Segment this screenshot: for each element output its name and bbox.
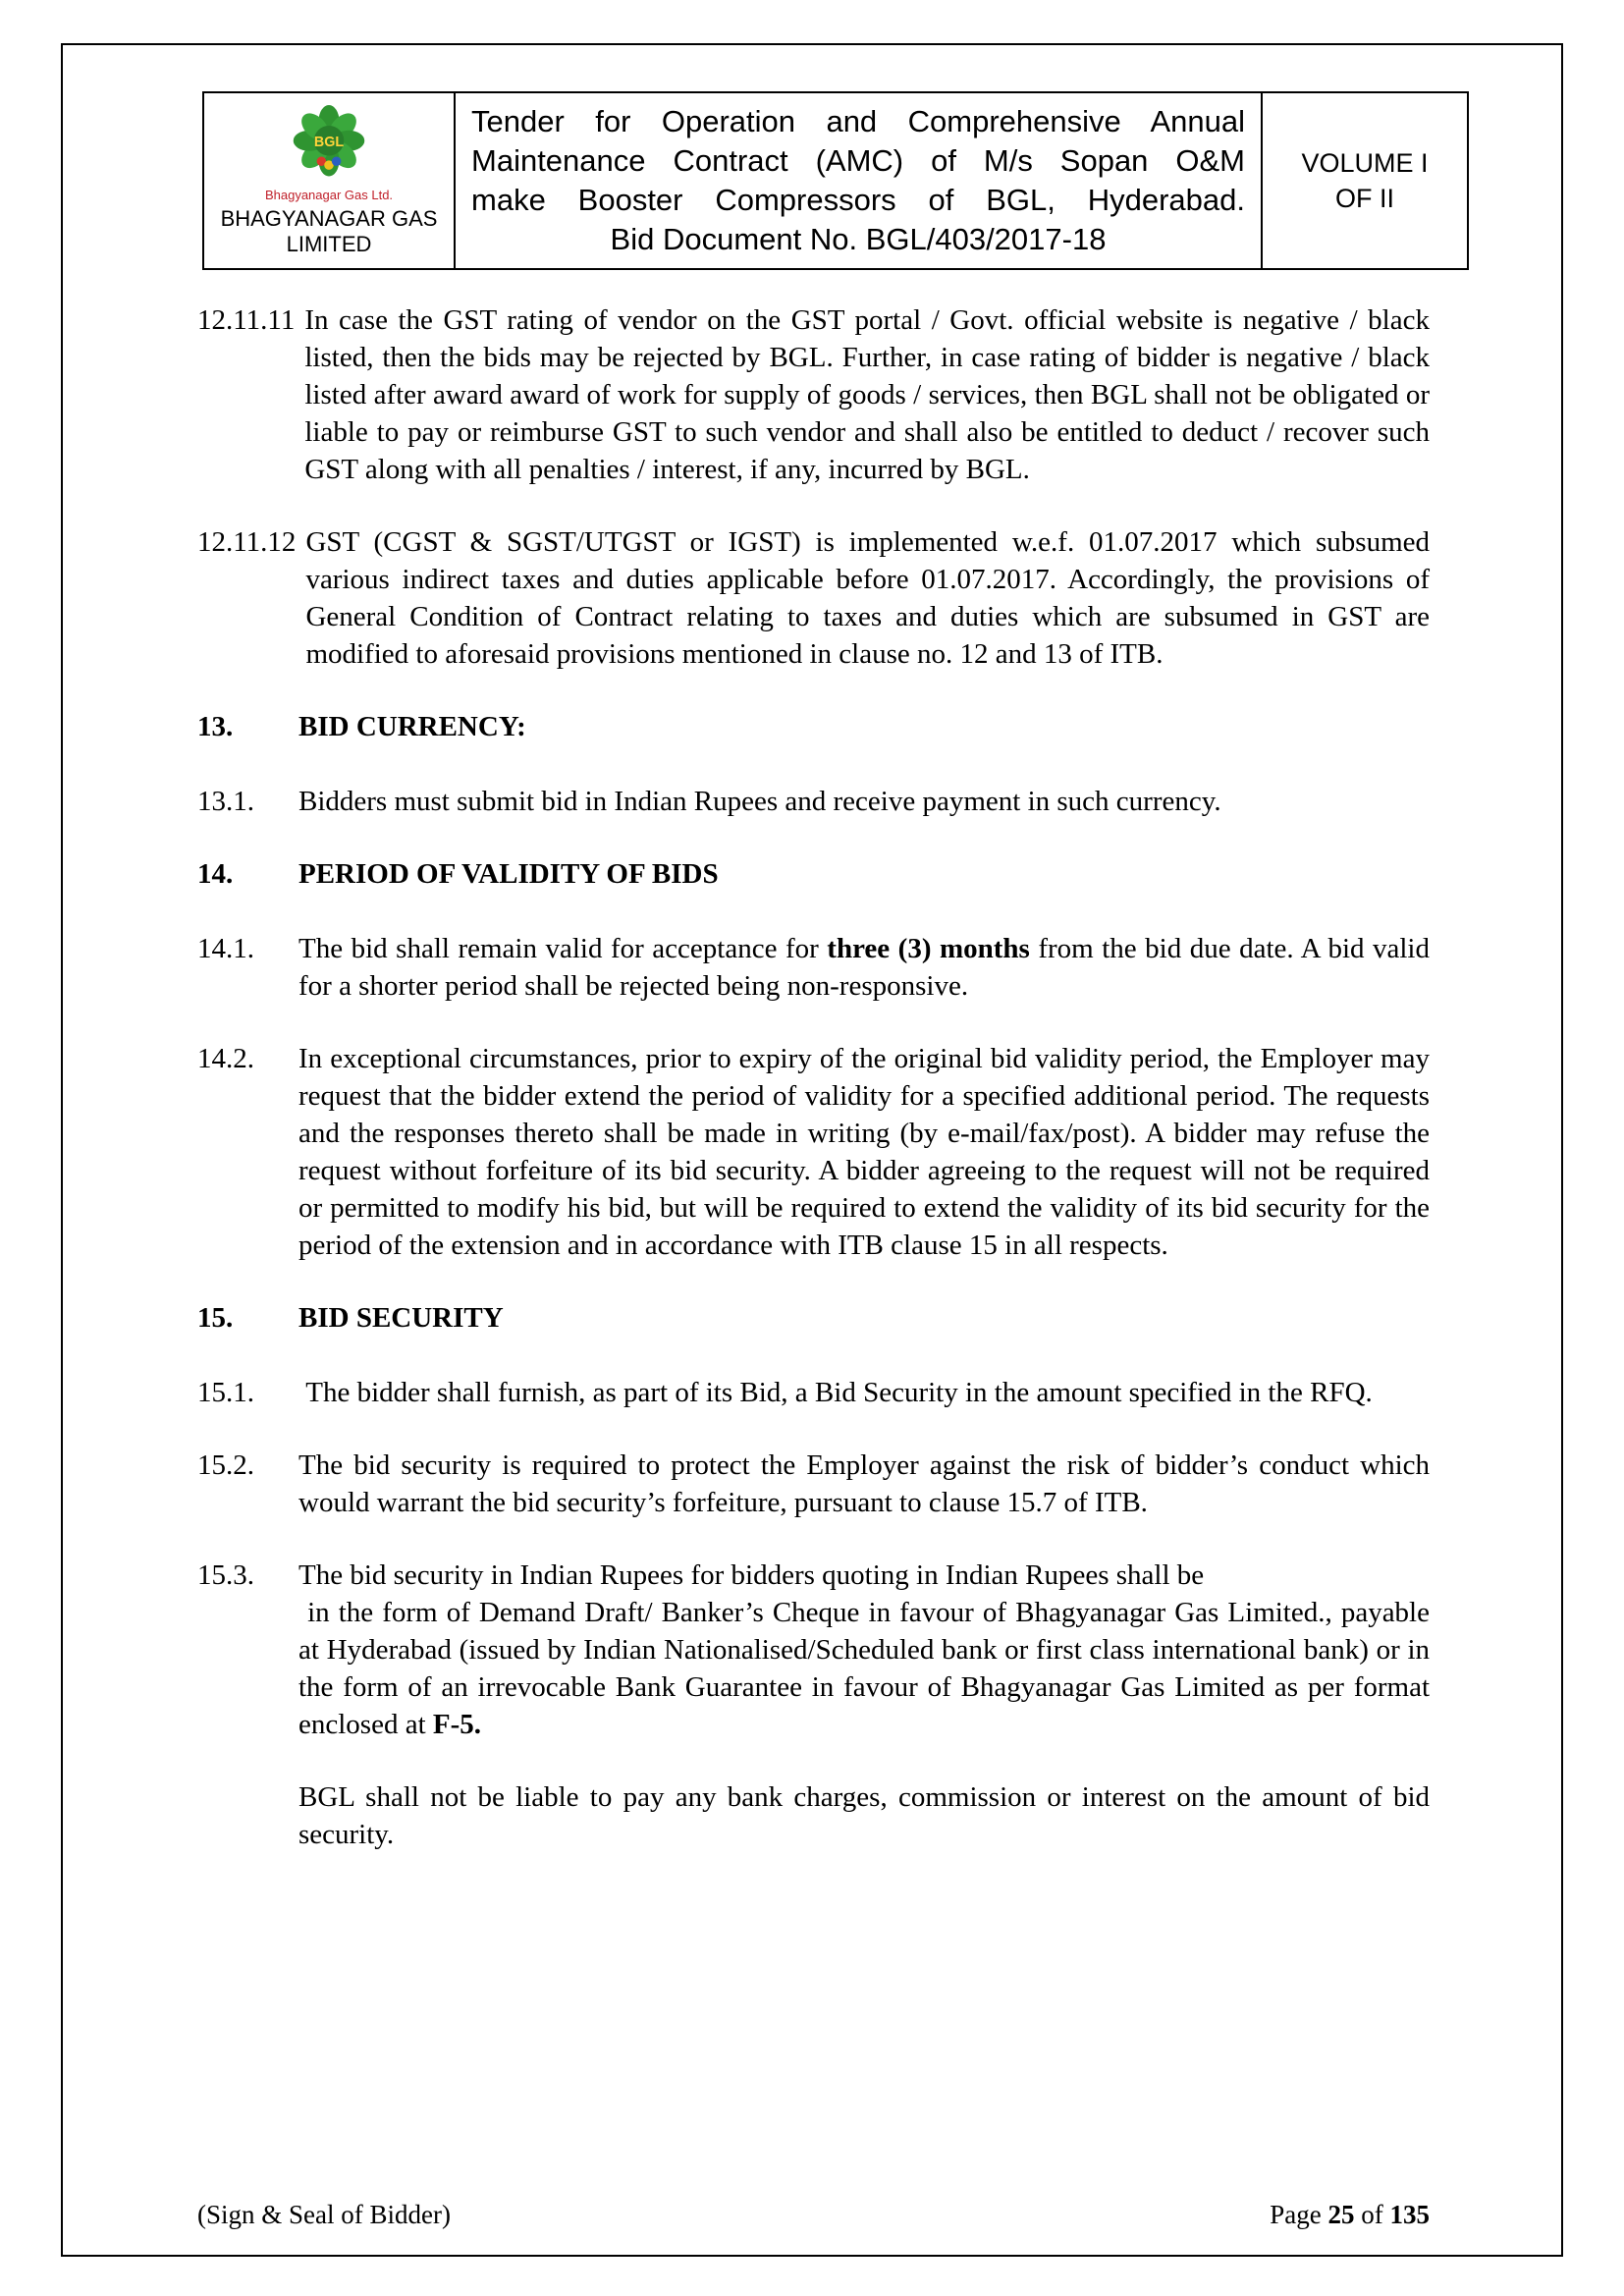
clause-row	[197, 1374, 1430, 1411]
content-area	[63, 270, 1561, 1853]
clause-number: 15.1.	[197, 1377, 254, 1408]
page-indicator	[1270, 2198, 1430, 2231]
clause-number: 14.2.	[197, 1043, 254, 1074]
body-text: The bid shall remain valid for acceptance for	[298, 933, 828, 964]
volume-line1: VOLUME I	[1301, 148, 1429, 178]
clause-number: 13.1.	[197, 786, 254, 817]
clause-number: 15.2.	[197, 1449, 254, 1481]
clause-text	[305, 523, 1430, 673]
org-name-line2: LIMITED	[286, 231, 372, 256]
tender-title-line: Maintenance Contract (AMC) of M/s Sopan O&M	[471, 143, 1245, 178]
document-page	[63, 45, 1561, 2255]
clause-row	[197, 301, 1430, 488]
clause-text	[298, 1374, 1430, 1411]
clause-text	[298, 1447, 1430, 1521]
section-heading	[197, 855, 1430, 893]
clause-number	[197, 1778, 298, 1853]
clause-text	[298, 1557, 1430, 1743]
total-pages: 135	[1389, 2200, 1430, 2229]
org-name-line1: BHAGYANAGAR GAS	[220, 205, 438, 231]
clause-number: 15.3.	[197, 1559, 254, 1591]
clause-text	[298, 855, 1430, 893]
clause-text	[304, 301, 1430, 488]
section-heading	[197, 708, 1430, 745]
of-word: of	[1354, 2200, 1390, 2229]
tender-title-cell	[456, 93, 1263, 268]
body-text: BGL shall not be liable to pay any bank charges, commission or interest on the amount of bid security.	[298, 1781, 1430, 1850]
bid-document-number: Bid Document No. BGL/403/2017-18	[610, 222, 1107, 256]
bold-text: BID SECURITY	[298, 1302, 504, 1334]
clause-row	[197, 523, 1430, 673]
body-text: GST (CGST & SGST/UTGST or IGST) is implemented w.e.f. 01.07.2017 which subsumed various indirect taxes and duties applicable before 01.07.2017. Accordingly, the provisions of General Condition of Contract relating to taxes and duties which are subsumed in GST are modified to aforesaid provisions mentioned in clause no. 12 and 13 of ITB.	[305, 526, 1430, 670]
clause-text	[298, 1040, 1430, 1264]
body-text: Bidders must submit bid in Indian Rupees and receive payment in such currency.	[298, 786, 1221, 817]
org-name	[221, 206, 438, 257]
tender-title-line: make Booster Compressors of BGL, Hyderabad.	[471, 183, 1245, 217]
page-footer	[197, 2198, 1430, 2231]
page-number: 25	[1327, 2200, 1355, 2229]
page-word: Page	[1270, 2200, 1328, 2229]
logo-cell	[204, 93, 456, 268]
section-heading	[197, 1299, 1430, 1337]
clause-number: 12.11.12	[197, 526, 297, 558]
bold-text: BID CURRENCY:	[298, 711, 526, 742]
body-text: The bid security is required to protect the Employer against the risk of bidder’s conduct which would warrant the bid security’s forfeiture, pursuant to clause 15.7 of ITB.	[298, 1449, 1430, 1518]
document-header-table	[202, 91, 1469, 270]
clause-text	[298, 930, 1430, 1005]
volume-cell	[1263, 93, 1467, 268]
volume-line2: OF II	[1335, 184, 1394, 213]
logo-monogram: BGL	[313, 134, 345, 150]
clause-text	[298, 783, 1430, 820]
bold-text: F-5.	[432, 1709, 482, 1740]
clause-row	[197, 783, 1430, 820]
clause-text	[298, 708, 1430, 745]
body-text: In case the GST rating of vendor on the GST portal / Govt. official website is negative / black listed, then the bids may be rejected by BGL. Further, in case rating of bidder is negative / black listed after award award of work for supply of goods / services, then BGL shall not be obligated or liable to pay or reimburse GST to such vendor and shall also be entitled to deduct / recover such GST along with all penalties / interest, if any, incurred by BGL.	[304, 304, 1430, 485]
clause-number: 14.1.	[197, 933, 254, 964]
clause-row	[197, 1778, 1430, 1853]
body-text: in the form of Demand Draft/ Banker’s Cheque in favour of Bhagyanagar Gas Limited., payable at Hyderabad (issued by Indian Nationalised/Scheduled bank or first class international bank) or in the form of an irrevocable Bank Guarantee in favour of Bhagyanagar Gas Limited as per format enclosed at	[298, 1597, 1430, 1740]
body-text: In exceptional circumstances, prior to expiry of the original bid validity period, the Employer may request that the bidder extend the period of validity for a specified additional period. The requests and the responses thereto shall be made in writing (by e-mail/fax/post). A bidder may refuse the request without forfeiture of its bid security. A bidder agreeing to the request will not be required or permitted to modify his bid, but will be required to extend the validity of its bid security for the period of the extension and in accordance with ITB clause 15 in all respects.	[298, 1043, 1430, 1261]
body-text: The bidder shall furnish, as part of its Bid, a Bid Security in the amount specified in the RFQ.	[298, 1377, 1373, 1408]
clause-row	[197, 1040, 1430, 1264]
clause-number: 14.	[197, 858, 234, 890]
bold-text: three (3) months	[827, 933, 1030, 964]
bgl-logo-icon	[282, 105, 376, 188]
logo-caption: Bhagyanagar Gas Ltd.	[264, 187, 394, 202]
clause-number: 12.11.11	[197, 304, 296, 336]
clause-number: 13.	[197, 711, 234, 742]
tender-title-line: Tender for Operation and Comprehensive Annual	[471, 104, 1245, 138]
clause-row	[197, 1557, 1430, 1743]
clause-number: 15.	[197, 1302, 234, 1334]
sign-seal-label: (Sign & Seal of Bidder)	[197, 2200, 451, 2229]
clause-row	[197, 1447, 1430, 1521]
clause-text	[298, 1299, 1430, 1337]
clause-row	[197, 930, 1430, 1005]
clause-text	[298, 1778, 1430, 1853]
bold-text: PERIOD OF VALIDITY OF BIDS	[298, 858, 719, 890]
body-text: from the bid due date. A bid valid for a shorter period shall be rejected being non-responsive.	[298, 933, 1430, 1002]
body-text: The bid security in Indian Rupees for bidders quoting in Indian Rupees shall be	[298, 1559, 1205, 1591]
